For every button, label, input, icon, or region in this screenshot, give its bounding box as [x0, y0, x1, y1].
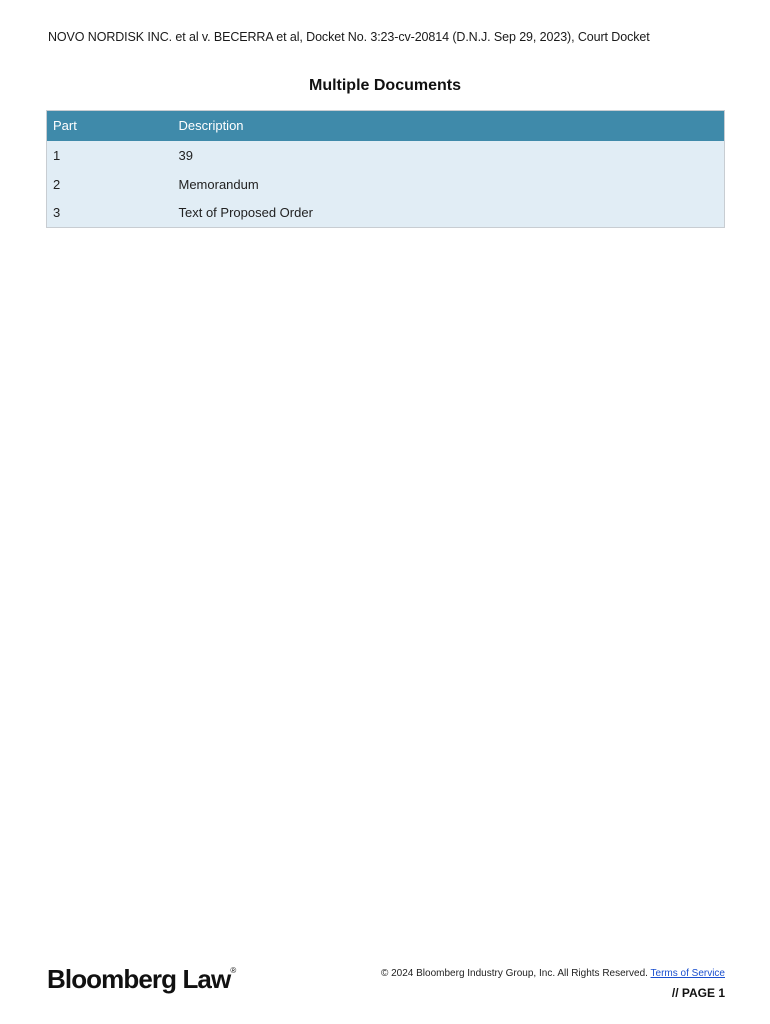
part-cell: 2: [53, 177, 61, 192]
table-row[interactable]: [47, 199, 725, 228]
copyright-text: © 2024 Bloomberg Industry Group, Inc. All Rights Reserved.: [380, 968, 648, 979]
documents-table: [46, 110, 725, 228]
table-header-row: [47, 111, 725, 141]
part-cell: 3: [53, 204, 61, 220]
column-header-description: Description: [178, 118, 244, 134]
table-row[interactable]: [47, 170, 725, 199]
description-cell: 39: [178, 148, 193, 163]
bloomberg-law-logo: [47, 964, 236, 995]
terms-of-service-link[interactable]: Terms of Service: [650, 968, 725, 979]
document-header: NOVO NORDISK INC. et al v. BECERRA et al, Docket No. 3:23-cv-20814 (D.N.J. Sep 29, 2023), Court Docket: [48, 30, 650, 44]
column-header-part: Part: [53, 118, 77, 134]
page-number: // PAGE 1: [671, 986, 725, 1000]
logo-text: Bloomberg Law: [47, 964, 231, 994]
description-cell: Text of Proposed Order: [178, 204, 313, 220]
copyright-notice: [381, 968, 725, 979]
description-cell: Memorandum: [178, 177, 259, 192]
table-row[interactable]: [47, 141, 725, 170]
part-cell: 1: [53, 148, 61, 163]
page-title: Multiple Documents: [308, 77, 461, 94]
registered-mark: ®: [230, 966, 237, 975]
